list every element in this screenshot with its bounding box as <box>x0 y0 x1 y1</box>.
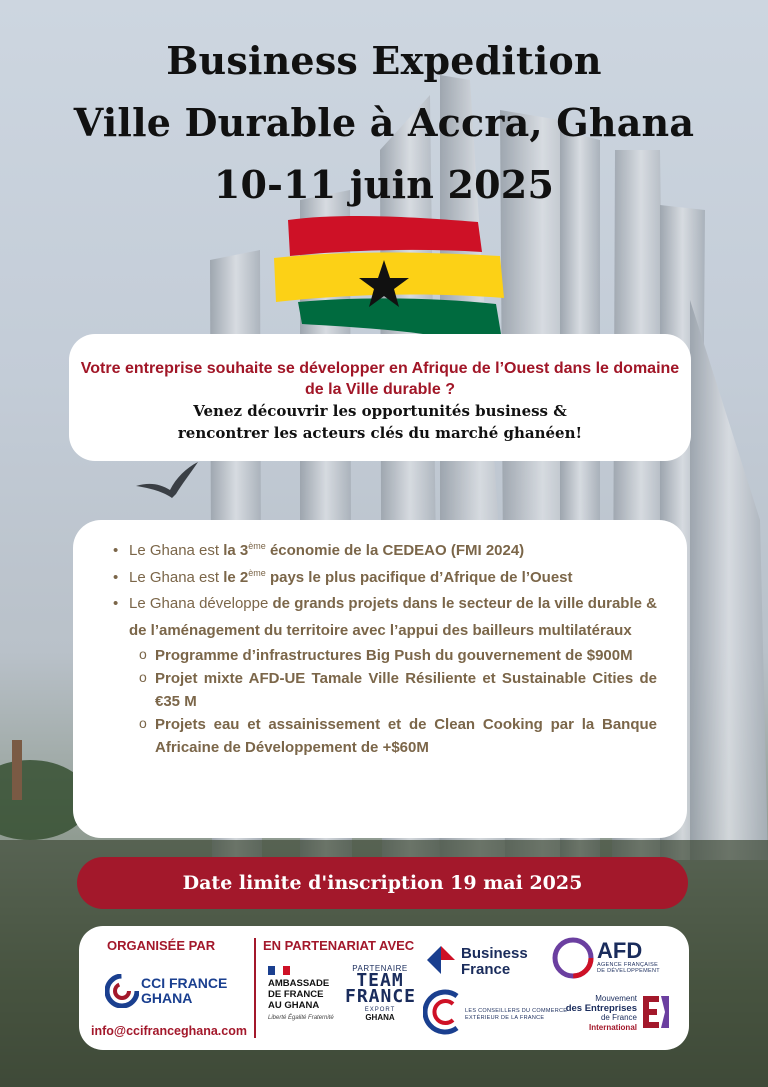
facts-list <box>113 538 657 644</box>
event-title <box>0 30 768 216</box>
project-item: o Projets eau et assainissement et de Clean Cooking par la Banque Africaine de Développement de +$60M <box>139 713 657 759</box>
team-france-export-logo: PARTENAIRE TEAM FRANCE EXPORT GHANA <box>345 964 417 1022</box>
organised-by-label: ORGANISÉE PAR <box>107 938 216 953</box>
intro-question: Votre entreprise souhaite se développer en Afrique de l’Ouest dans le domaine de la Ville durable ? <box>80 360 680 398</box>
cce-logo-text: LES CONSEILLERS DU COMMERCE EXTÉRIEUR DE LA FRANCE <box>465 1008 568 1021</box>
partnership-label: EN PARTENARIAT AVEC <box>263 938 415 953</box>
business-france-logo-icon <box>425 944 457 976</box>
fact-projects: • Le Ghana développe de grands projets dans le secteur de la ville durable & de l’aménagement du territoire avec l’appui des bailleurs multilatéraux <box>113 591 657 644</box>
registration-deadline-banner: Date limite d'inscription 19 mai 2025 <box>77 857 688 909</box>
french-flag-icon <box>268 966 290 975</box>
cci-france-ghana-logo-icon <box>105 974 139 1008</box>
bird-icon <box>136 460 200 500</box>
title-line-2: Ville Durable à Accra, Ghana <box>73 100 695 145</box>
meti-logo-icon <box>639 994 673 1030</box>
meti-logo-text: Mouvement des Entreprises de France International <box>565 994 637 1032</box>
title-line-3: 10-11 juin 2025 <box>213 162 555 207</box>
cci-logo-text: CCI FRANCE GHANA <box>141 975 228 1006</box>
intro-card <box>69 334 691 461</box>
business-france-logo-text: Business France <box>461 945 528 978</box>
title-line-1: Business Expedition <box>166 38 602 83</box>
facts-card <box>73 520 687 838</box>
ghana-flag-icon <box>268 212 508 354</box>
contact-email[interactable]: info@ccifranceghana.com <box>91 1024 247 1038</box>
fact-peace-rank: • Le Ghana est le 2ème pays le plus pacifique d’Afrique de l’Ouest <box>113 565 657 592</box>
project-item: o Programme d’infrastructures Big Push du gouvernement de $900M <box>139 644 657 667</box>
project-sub-list <box>113 644 657 759</box>
afd-logo-text: AFD AGENCE FRANÇAISE DE DÉVELOPPEMENT <box>597 938 660 974</box>
cce-logo-icon <box>423 986 465 1038</box>
partners-divider <box>254 938 256 1038</box>
intro-invitation: Venez découvrir les opportunités business & rencontrer les acteurs clés du marché ghanéen! <box>177 402 583 442</box>
afd-logo-icon <box>551 936 595 980</box>
project-item: o Projet mixte AFD-UE Tamale Ville Résiliente et Sustainable Cities de €35 M <box>139 667 657 713</box>
fact-cedeao-rank: • Le Ghana est la 3ème économie de la CEDEAO (FMI 2024) <box>113 538 657 565</box>
partners-card <box>79 926 689 1050</box>
embassy-logo: AMBASSADE DE FRANCE AU GHANA Liberté Égalité Fraternité <box>268 966 334 1022</box>
